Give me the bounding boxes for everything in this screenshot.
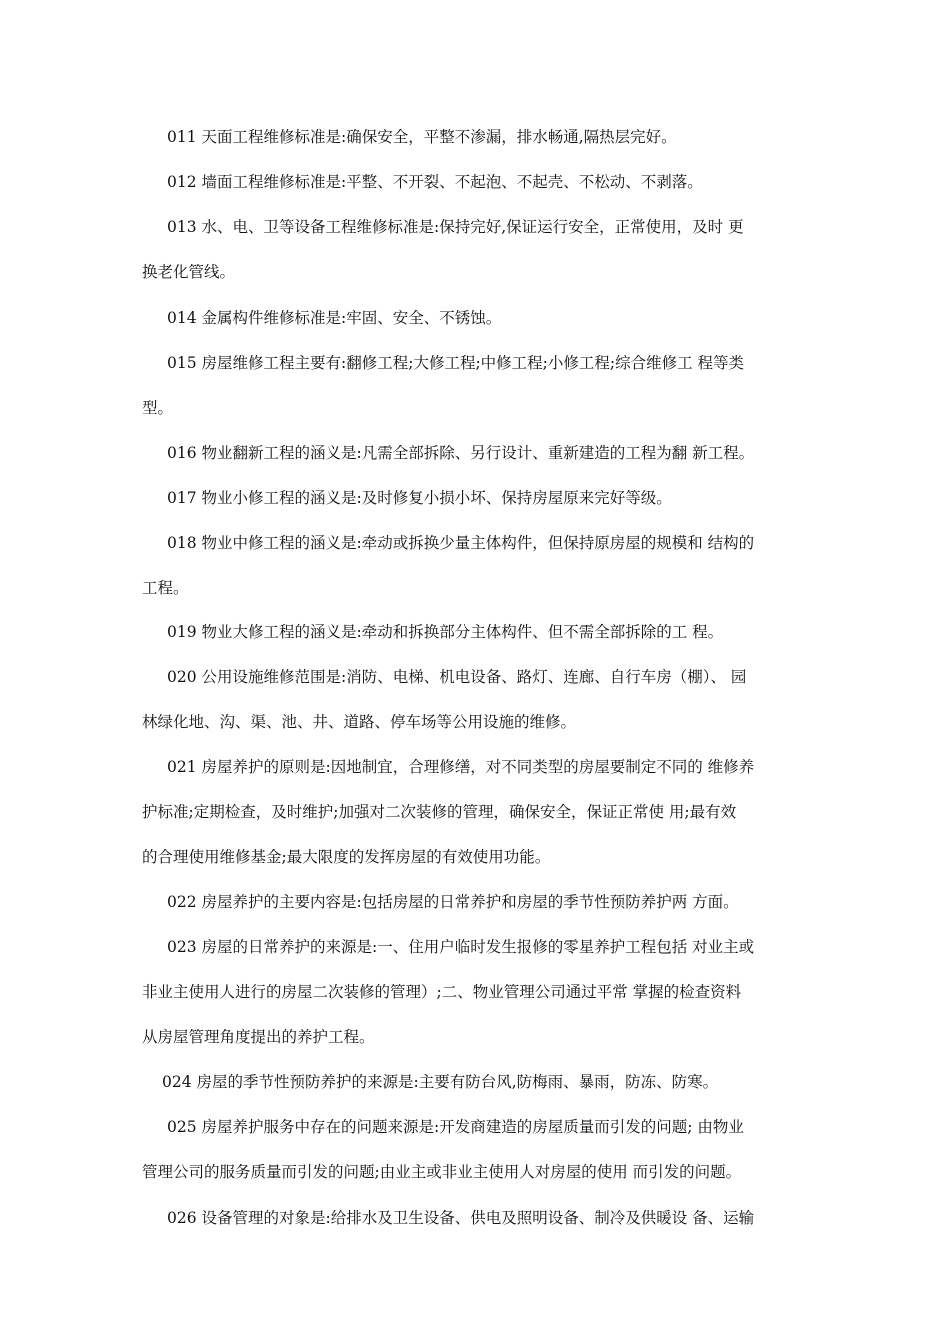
paragraph-019 [142,610,810,655]
paragraph-015 [142,341,810,431]
text-line: 非业主使用人进行的房屋二次装修的管理）;二、物业管理公司通过平常 掌握的检查资料 [142,983,742,1001]
paragraph-023 [142,925,810,1060]
text-line: 型。 [142,399,174,417]
text-line: 015 房屋维修工程主要有:翻修工程;大修工程;中修工程;小修工程;综合维修工 程等类 [167,354,745,372]
paragraph-021 [142,745,810,880]
text-line: 林绿化地、沟、渠、池、井、道路、停车场等公用设施的维修。 [142,713,577,731]
paragraph-024 [142,1060,810,1105]
paragraph-017 [142,476,810,521]
paragraph-016 [142,431,810,476]
text-line: 换老化管线。 [142,263,236,281]
paragraph-025 [142,1105,810,1195]
text-line: 014 金属构件维修标准是:牢固、安全、不锈蚀。 [167,309,502,327]
paragraph-014 [142,296,810,341]
text-line: 的合理使用维修基金;最大限度的发挥房屋的有效使用功能。 [142,848,551,866]
text-line: 025 房屋养护服务中存在的问题来源是:开发商建造的房屋质量而引发的问题; 由物业 [167,1118,744,1136]
text-line: 023 房屋的日常养护的来源是:一、住用户临时发生报修的零星养护工程包括 对业主或 [167,938,755,956]
paragraph-013 [142,205,810,295]
text-line: 016 物业翻新工程的涵义是:凡需全部拆除、另行设计、重新建造的工程为翻 新工程。 [167,444,755,462]
paragraph-011 [142,115,810,160]
paragraph-022 [142,880,810,925]
text-line: 011 天面工程维修标准是:确保安全，平整不渗漏，排水畅通,隔热层完好。 [167,128,677,146]
paragraph-018 [142,521,810,611]
paragraph-012 [142,160,810,205]
text-line: 024 房屋的季节性预防养护的来源是:主要有防台风,防梅雨、暴雨，防冻、防寒。 [162,1073,719,1091]
paragraph-026 [142,1196,810,1241]
text-line: 021 房屋养护的原则是:因地制宜，合理修缮，对不同类型的房屋要制定不同的 维修养 [167,758,755,776]
text-line: 020 公用设施维修范围是:消防、电梯、机电设备、路灯、连廊、自行车房（棚）、 园 [167,668,747,686]
text-line: 管理公司的服务质量而引发的问题;由业主或非业主使用人对房屋的使用 而引发的问题。 [142,1163,742,1181]
text-line: 013 水、电、卫等设备工程维修标准是:保持完好,保证运行安全，正常使用，及时 更 [167,218,744,236]
text-line: 019 物业大修工程的涵义是:牵动和拆换部分主体构件、但不需全部拆除的工 程。 [167,623,724,641]
text-line: 从房屋管理角度提出的养护工程。 [142,1028,375,1046]
text-line: 012 墙面工程维修标准是:平整、不开裂、不起泡、不起壳、不松动、不剥落。 [167,173,703,191]
paragraph-020 [142,655,810,745]
text-line: 026 设备管理的对象是:给排水及卫生设备、供电及照明设备、制冷及供暖设 备、运输 [167,1209,755,1227]
text-line: 018 物业中修工程的涵义是:牵动或拆换少量主体构件，但保持原房屋的规模和 结构的 [167,534,755,552]
text-line: 工程。 [142,579,189,597]
text-line: 017 物业小修工程的涵义是:及时修复小损小坏、保持房屋原来完好等级。 [167,489,672,507]
text-line: 022 房屋养护的主要内容是:包括房屋的日常养护和房屋的季节性预防养护两 方面。 [167,893,739,911]
text-line: 护标准;定期检查，及时维护;加强对二次装修的管理，确保安全，保证正常使 用;最有效 [142,803,737,821]
